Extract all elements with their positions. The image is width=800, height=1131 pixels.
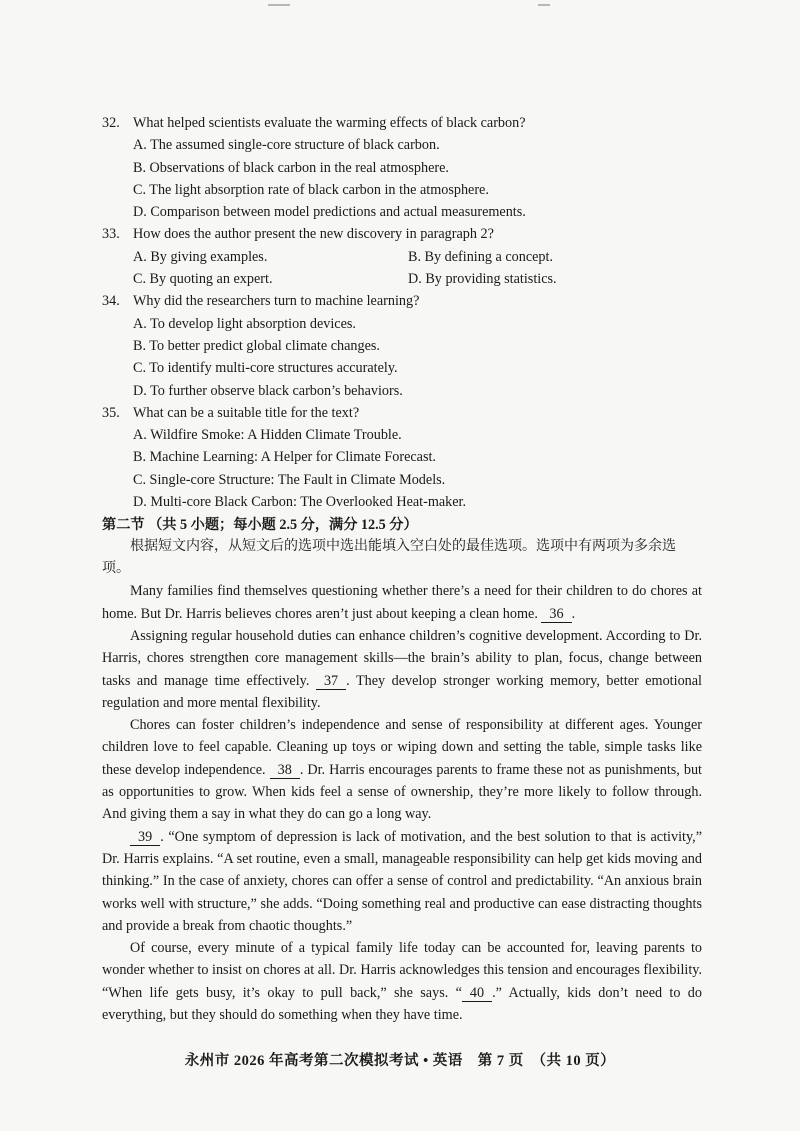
option-d: D. To further observe black carbon’s behaviors.	[133, 382, 403, 399]
question-number: 34.	[102, 293, 120, 310]
option-c: C. The light absorption rate of black carbon in the atmosphere.	[133, 181, 489, 198]
blank-37[interactable]: 37	[316, 673, 346, 690]
blank-36[interactable]: 36	[541, 606, 571, 623]
paragraph-text: Of course, every minute of a typical family life today can be accounted for, leaving parents to wonder whether to insist on chores at all. Dr. Harris acknowledges this tension and encourages flexibility. “When life gets busy, it’s okay to pull back,” she says. “	[102, 940, 702, 1001]
option-c: C. To identify multi-core structures accurately.	[133, 360, 398, 377]
paragraph-text-after: .” Actually, kids don’t need to do everything, but they should do something when they have time.	[102, 984, 702, 1023]
section-instruction: 根据短文内容，从短文后的选项中选出能填入空白处的最佳选项。选项中有两项为多余选项。	[102, 539, 676, 577]
option-b: B. To better predict global climate changes.	[133, 337, 380, 354]
paragraph-text-after: . Dr. Harris encourages parents to frame these not as punishments, but as opportunities to grow. When kids feel a sense of ownership, they’re more likely to follow through. And giving them a say in what they do can go a long way.	[102, 761, 702, 823]
option-a: A. Wildfire Smoke: A Hidden Climate Trouble.	[133, 427, 402, 444]
option-a: A. To develop light absorption devices.	[133, 315, 356, 332]
paragraph-text: Assigning regular household duties can enhance children’s cognitive development. According to Dr. Harris, chores strengthen core management skills—the brain’s ability to plan, focus, change between tasks and manage time effectively.	[102, 627, 702, 689]
question-34	[102, 290, 702, 401]
question-33	[102, 223, 702, 290]
blank-39[interactable]: 39	[130, 829, 160, 846]
paragraph-text-after: .	[571, 605, 576, 622]
blank-40[interactable]: 40	[462, 985, 492, 1002]
option-d: D. Multi-core Black Carbon: The Overlooked Heat-maker.	[133, 494, 467, 511]
option-b: B. Machine Learning: A Helper for Climate Forecast.	[133, 449, 436, 466]
question-32	[102, 112, 702, 223]
paragraph-text: Chores can foster children’s independence and sense of responsibility at different ages. Younger children love to feel capable. Cleaning up toys or wiping down and setting the table, simple tasks like these develop independence.	[102, 717, 702, 778]
passage-paragraph-3	[102, 714, 702, 825]
question-stem: Why did the researchers turn to machine learning?	[133, 293, 420, 310]
passage-paragraph-2	[102, 625, 702, 714]
scan-mark-left	[268, 4, 290, 6]
blank-38[interactable]: 38	[270, 762, 300, 779]
option-b: B. Observations of black carbon in the real atmosphere.	[133, 159, 449, 176]
paragraph-text-after: . “One symptom of depression is lack of motivation, and the best solution to that is activity,” Dr. Harris explains. “A set routine, even a small, manageable responsibility can help get kids moving and thinking.” In the case of anxiety, chores can offer a sense of control and predictability. “An anxious brain works well with structure,” she adds. “Doing something real and productive can ease distracting thoughts and provide a break from chaotic thoughts.”	[102, 828, 702, 934]
option-b: B. By defining a concept.	[408, 248, 553, 265]
option-a: A. The assumed single-core structure of black carbon.	[133, 137, 440, 154]
question-number: 35.	[102, 404, 120, 421]
section-heading: 第二节 （共 5 小题；每小题 2.5 分，满分 12.5 分）	[102, 517, 418, 534]
paragraph-text-after: . They develop stronger working memory, better emotional regulation and more mental flexibility.	[102, 672, 702, 711]
question-stem: What can be a suitable title for the text?	[133, 404, 360, 421]
question-stem: What helped scientists evaluate the warming effects of black carbon?	[133, 115, 526, 131]
passage-paragraph-5	[102, 937, 702, 1026]
exam-page	[102, 112, 702, 1026]
question-35	[102, 402, 702, 513]
scan-mark-right	[538, 4, 550, 6]
scan-marks	[0, 2, 800, 12]
option-d: D. Comparison between model predictions and actual measurements.	[133, 204, 526, 221]
page-footer: 永州市 2026 年高考第二次模拟考试 • 英语 第 7 页 （共 10 页）	[184, 1053, 616, 1069]
option-a: A. By giving examples.	[133, 248, 268, 265]
option-c: C. Single-core Structure: The Fault in Climate Models.	[133, 471, 446, 488]
question-number: 32.	[102, 115, 120, 131]
passage-paragraph-1	[102, 580, 702, 625]
paragraph-text: Many families find themselves questioning whether there’s a need for their children to do chores at home. But Dr. Harris believes chores aren’t just about keeping a clean home.	[102, 583, 702, 622]
passage-paragraph-4	[102, 826, 702, 937]
option-d: D. By providing statistics.	[408, 271, 557, 288]
question-number: 33.	[102, 226, 120, 243]
question-stem: How does the author present the new discovery in paragraph 2?	[133, 226, 494, 243]
option-c: C. By quoting an expert.	[133, 271, 273, 288]
